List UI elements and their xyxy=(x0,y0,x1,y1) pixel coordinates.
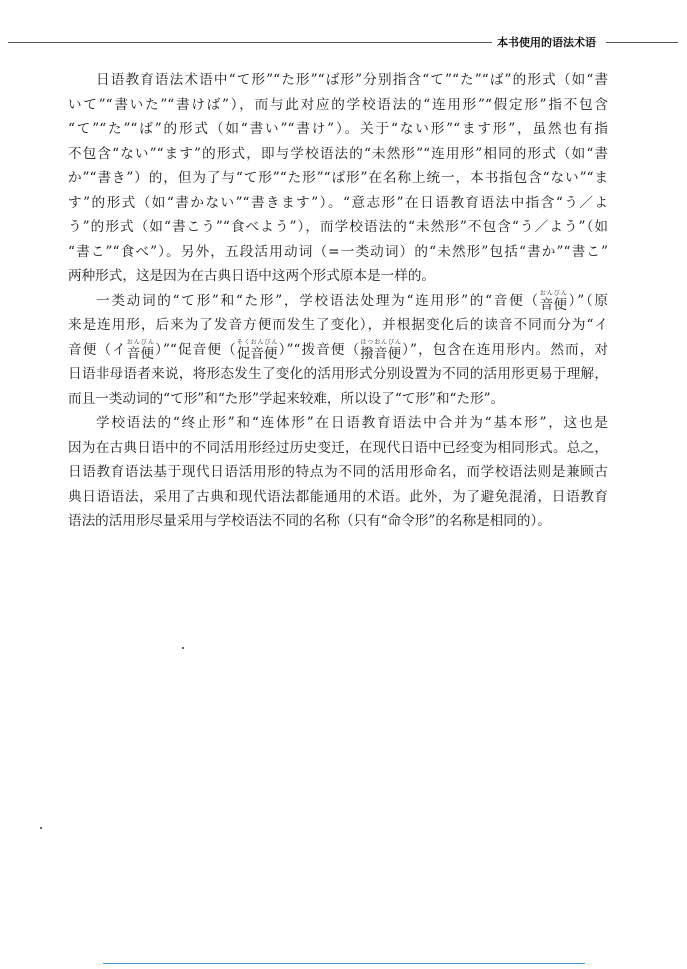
header-rule-right xyxy=(606,42,678,43)
paragraph-2-line xyxy=(68,289,608,314)
text-run: 典日语语法，采用了古典和现代语法都能通用的术语。此外，为了避免混淆，日语教育 xyxy=(68,488,608,505)
ruby-annotated-term xyxy=(237,339,278,362)
text-run: か”“書き”）的，但为了与“て形”“た形”“ば形”在名称上统一，本书指包含“ない”“ま xyxy=(68,170,608,186)
text-run: 来是连用形，后来为了发音方便而发生了变化），并根据变化后的读音不同而分为“イ xyxy=(68,317,608,333)
ruby-reading: はつおんびん xyxy=(360,339,402,346)
text-run: 学校语法的“终止形”和“连体形”在日语教育语法中合并为“基本形”，这也是 xyxy=(96,415,608,431)
paragraph-3-line xyxy=(68,509,608,534)
body-text xyxy=(68,68,608,534)
ruby-annotated-term xyxy=(127,339,154,362)
paragraph-1-line xyxy=(68,142,608,167)
ruby-annotated-term xyxy=(540,290,567,313)
paragraph-3-line xyxy=(68,411,608,436)
ruby-base: 音便 xyxy=(126,346,154,362)
paragraph-1-line xyxy=(68,264,608,289)
text-run: 音便（イ xyxy=(68,341,127,358)
paragraph-2-line xyxy=(68,362,608,387)
ruby-annotated-term xyxy=(360,339,401,362)
paragraph-1-line xyxy=(68,93,608,118)
paragraph-3-line xyxy=(68,485,608,510)
paragraph-2-line xyxy=(68,338,608,363)
paragraph-3-line xyxy=(68,436,608,461)
text-run: ）”“拨音便（ xyxy=(277,341,361,358)
text-run: ）”“促音便（ xyxy=(153,341,237,358)
ruby-reading: おんびん xyxy=(539,290,567,297)
text-run: す”的形式（如“書かない”“書きます”）。“意志形”在日语教育语法中指含“う／よ xyxy=(68,194,608,211)
ruby-base: 音便 xyxy=(539,297,567,313)
text-run: 语法的活用形尽量采用与学校语法不同的名称（只有“命令形”的名称是相同的）。 xyxy=(68,513,551,529)
text-run: 日语非母语者来说，将形态发生了变化的活用形式分别设置为不同的活用形更易于理解， xyxy=(68,366,608,382)
text-run: ）”，包含在连用形内。然而，对 xyxy=(401,341,609,358)
paragraph-1-line xyxy=(68,68,608,93)
text-run: 不包含“ない”“ます”的形式，即与学校语法的“未然形”“连用形”相同的形式（如“書 xyxy=(68,145,608,162)
text-run: 日语教育语法基于现代日语活用形的特点为不同的活用形命名，而学校语法则是兼顾古 xyxy=(68,464,608,480)
paragraph-1-line xyxy=(68,166,608,191)
running-header-title: 本书使用的语法术语 xyxy=(497,36,596,49)
text-run: 一类动词的“て形”和“た形”，学校语法处理为“连用形”的“音便（ xyxy=(96,292,540,309)
ruby-reading: おんびん xyxy=(126,339,154,346)
text-run: “書こ”“食べ”）。另外，五段活用动词（=一类动词）的“未然形”包括“書か”“書こ” xyxy=(68,243,608,260)
text-run: 日语教育语法术语中“て形”“た形”“ば形”分别指含“て”“た”“ば”的形式（如“書 xyxy=(96,72,608,88)
ruby-reading: そくおんびん xyxy=(236,339,278,346)
scan-speck xyxy=(40,827,42,829)
paragraph-2-line xyxy=(68,387,608,412)
text-run: 而且一类动词的“て形”和“た形”学起来较难，所以设了“て形”和“た形”。 xyxy=(68,390,505,407)
paragraph-1-line xyxy=(68,117,608,142)
paragraph-1-line xyxy=(68,215,608,240)
paragraph-1-line xyxy=(68,191,608,216)
text-run: “て”“た”“ば”的形式（如“書い”“書け”）。关于“ない形”“ます形”，虽然也有指 xyxy=(68,121,608,137)
text-run: 因为在古典日语中的不同活用形经过历史变迁，在现代日语中已经变为相同形式。总之， xyxy=(68,439,608,456)
paragraph-2-line xyxy=(68,313,608,338)
text-run: 两种形式，这是因为在古典日语中这两个形式原本是一样的。 xyxy=(68,268,436,284)
paragraph-3-line xyxy=(68,460,608,485)
ruby-base: 促音便 xyxy=(236,346,278,362)
text-run: ）”（原 xyxy=(566,292,608,309)
text-run: う”的形式（如“書こう”“食べよう”），而学校语法的“未然形”不包含“う／よう”（如 xyxy=(68,219,608,235)
ruby-base: 撥音便 xyxy=(360,346,402,362)
scan-speck xyxy=(182,647,184,649)
text-run: いて”“書いた”“書けば”），而与此对应的学校语法的“连用形”“假定形”指不包含 xyxy=(68,96,608,113)
header-rule-left xyxy=(8,42,492,43)
footer-blue-rule xyxy=(103,963,585,964)
paragraph-1-line xyxy=(68,240,608,265)
